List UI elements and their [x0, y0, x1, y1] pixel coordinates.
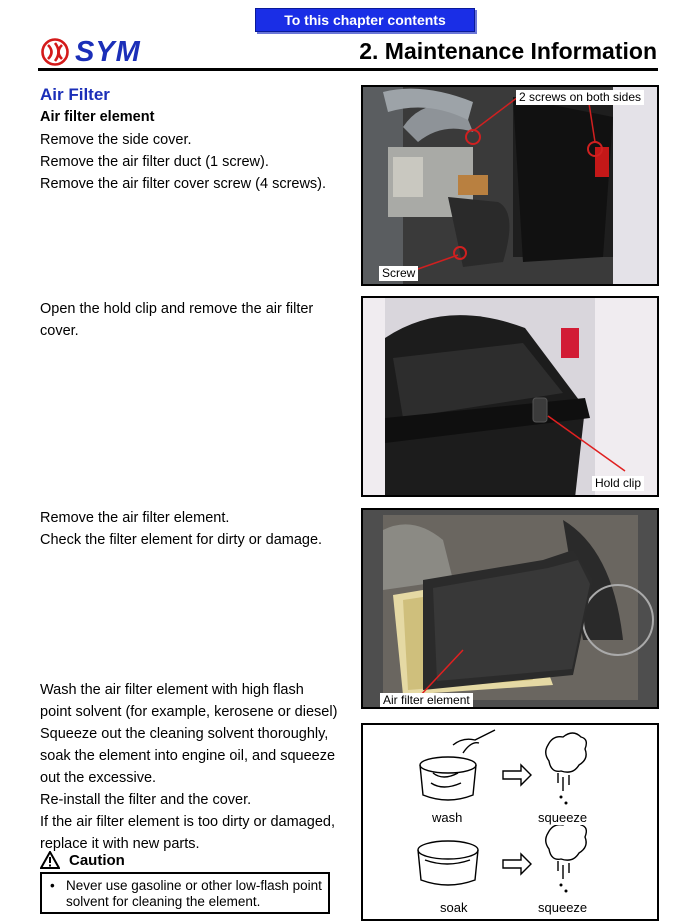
warning-icon	[40, 851, 60, 869]
step-3-text	[40, 507, 322, 551]
step-line: Remove the air filter duct (1 screw).	[40, 154, 269, 170]
air-duct-photo	[363, 87, 657, 284]
logo-text: SYM	[75, 35, 141, 68]
step-line: replace it with new parts.	[40, 836, 200, 852]
step-line: Check the filter element for dirty or damage.	[40, 532, 323, 548]
subheading: Air filter element	[40, 109, 155, 125]
arrow-icon	[503, 765, 531, 785]
sym-logo-icon	[40, 38, 70, 66]
step-line: Remove the air filter element.	[40, 510, 230, 526]
figure-wash-soak-diagram	[361, 723, 659, 921]
figure-filter-element	[361, 508, 659, 709]
squeeze-hand-icon	[546, 821, 587, 879]
squeeze-hand-icon	[546, 733, 587, 791]
step-line: Re-install the filter and the cover.	[40, 792, 252, 808]
step-1-text	[40, 129, 326, 195]
title-rule	[38, 68, 658, 71]
figure-caption: 2 screws on both sides	[516, 90, 644, 105]
step-line: soak the element into engine oil, and squeeze	[40, 748, 336, 764]
step-line: out the excessive.	[40, 770, 157, 786]
figure-air-duct-screws	[361, 85, 659, 286]
step-line: Remove the side cover.	[40, 132, 192, 148]
arrow-icon	[503, 854, 531, 874]
squeeze-label: squeeze	[535, 900, 590, 915]
wash-soak-illustration	[363, 725, 657, 919]
step-line: point solvent (for example, kerosene or diesel)	[40, 704, 338, 720]
step-line: Open the hold clip and remove the air filter	[40, 301, 314, 317]
wash-bowl-icon	[420, 730, 495, 800]
chapter-contents-link[interactable]: To this chapter contents	[255, 8, 475, 32]
step-2-text	[40, 298, 313, 342]
filter-element-photo	[363, 510, 657, 707]
figure-hold-clip	[361, 296, 659, 497]
figure-caption: Hold clip	[592, 476, 644, 491]
soak-label: soak	[437, 900, 470, 915]
caution-heading	[40, 851, 125, 869]
figure-caption: Air filter element	[380, 693, 473, 708]
step-line: Remove the air filter cover screw (4 screws).	[40, 176, 327, 192]
wash-label: wash	[429, 810, 465, 825]
figure-caption: Screw	[379, 266, 418, 281]
step-line: If the air filter element is too dirty or damaged,	[40, 814, 335, 830]
bullet: •	[50, 878, 55, 893]
caution-box	[40, 872, 330, 914]
step-line: Wash the air filter element with high flash	[40, 682, 304, 698]
hold-clip-photo	[363, 298, 657, 495]
page-title: 2. Maintenance Information	[359, 38, 657, 64]
soak-bowl-icon	[418, 841, 478, 885]
caution-text: Never use gasoline or other low-flash point solvent for cleaning the element.	[66, 878, 322, 909]
sym-logo	[40, 35, 141, 68]
step-line: Squeeze out the cleaning solvent thoroughly,	[40, 726, 329, 742]
caution-title: Caution	[69, 851, 125, 869]
step-4-text	[40, 679, 350, 855]
squeeze-label: squeeze	[535, 810, 590, 825]
step-line: cover.	[40, 323, 79, 339]
section-heading: Air Filter	[40, 85, 110, 104]
